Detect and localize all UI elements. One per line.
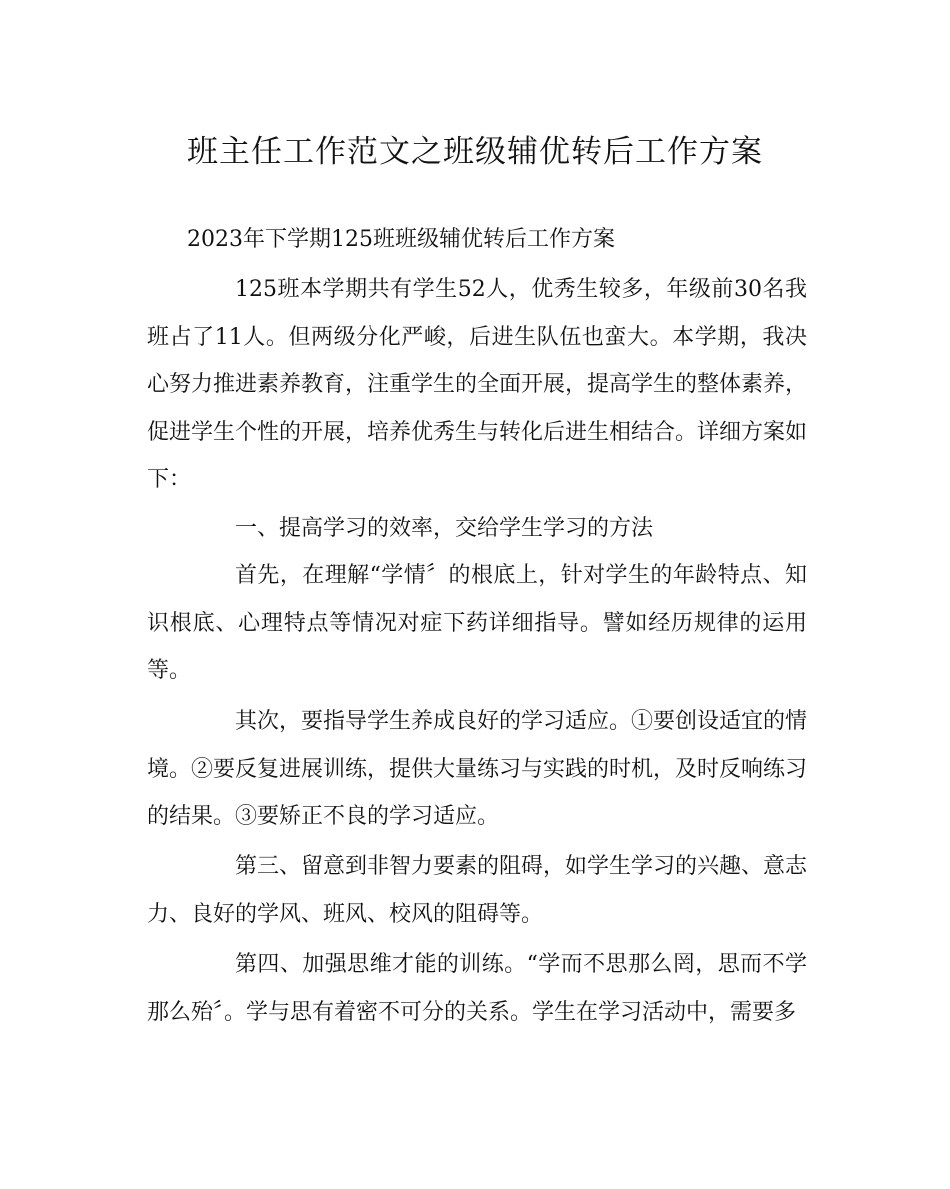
- paragraph-intro: 125班本学期共有学生52人，优秀生较多，年级前30名我班占了11人。但两级分化严峻，后进生队伍也蛮大。本学期，我决心努力推进素养教育，注重学生的全面开展，提高学生的整体素养，促进学生个性的开展，培养优秀生与转化后进生相结合。详细方案如下：: [147, 277, 808, 492]
- document-subtitle: 2023年下学期125班班级辅优转后工作方案: [187, 227, 615, 252]
- paragraph-heading-1: 一、提高学习的效率，交给学生学习的方法: [235, 516, 654, 541]
- document-title: 班主任工作范文之班级辅优转后工作方案: [187, 134, 763, 170]
- paragraph-first: 首先，在理解“学情〞的根底上，针对学生的年龄特点、知识根底、心理特点等情况对症下药详细指导。譬如经历规律的运用等。: [147, 563, 807, 683]
- paragraph-third: 第三、留意到非智力要素的阻碍，如学生学习的兴趣、意志力、良好的学风、班风、校风的阻碍等。: [147, 854, 808, 927]
- paragraph-second: 其次，要指导学生养成良好的学习适应。①要创设适宜的情境。②要反复进展训练，提供大量练习与实践的时机，及时反响练习的结果。③要矫正不良的学习适应。: [147, 709, 808, 829]
- paragraph-fourth: 第四、加强思维才能的训练。“学而不思那么罔，思而不学那么殆〞。学与思有着密不可分的关系。学生在学习活动中，需要多: [147, 952, 807, 1025]
